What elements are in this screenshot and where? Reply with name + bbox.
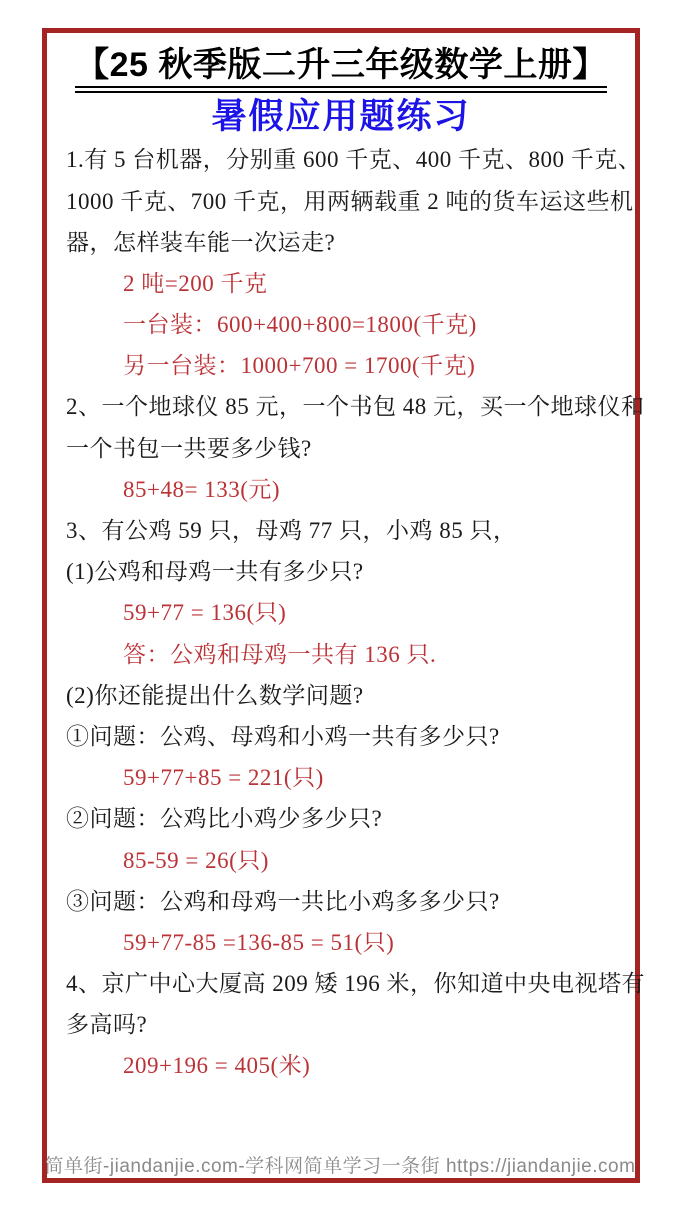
worksheet-page-frame xyxy=(42,28,645,1183)
question-line: (1)公鸡和母鸡一共有多少只? xyxy=(66,559,364,585)
question-line: 3、有公鸡 59 只，母鸡 77 只，小鸡 85 只， xyxy=(66,518,517,544)
answer-line: 59+77+85 = 221(只) xyxy=(123,765,324,791)
question-line: ③问题：公鸡和母鸡一共比小鸡多多少只? xyxy=(66,888,500,914)
question-line: 4、京广中心大厦高 209 矮 196 米，你知道中央电视塔有 xyxy=(66,971,645,997)
answer-line: 一台装：600+400+800=1800(千克) xyxy=(123,312,477,338)
answer-line: 答：公鸡和母鸡一共有 136 只. xyxy=(123,641,437,667)
answer-line: 另一台装：1000+700 = 1700(千克) xyxy=(123,353,476,379)
question-line: 1000 千克、700 千克，用两辆载重 2 吨的货车运这些机 xyxy=(66,188,634,214)
question-line: 器，怎样装车能一次运走? xyxy=(66,229,336,255)
answer-line: 59+77-85 =136-85 = 51(只) xyxy=(123,929,395,955)
question-line: ②问题：公鸡比小鸡少多少只? xyxy=(66,806,383,832)
header xyxy=(47,46,635,93)
answer-line: 85+48= 133(元) xyxy=(123,476,281,502)
footer-text: 简单街-jiandanjie.com-学科网简单学习一条街 https://jiandanjie.com xyxy=(44,1156,636,1177)
question-line: (2)你还能提出什么数学问题? xyxy=(66,682,364,708)
page-subtitle: 暑假应用题练习 xyxy=(211,97,471,137)
question-line: 一个书包一共要多少钱? xyxy=(66,435,312,461)
question-line: 1.有 5 台机器，分别重 600 千克、400 千克、800 千克、 xyxy=(66,147,642,173)
answer-line: 2 吨=200 千克 xyxy=(123,270,268,296)
footer-watermark xyxy=(0,1151,680,1178)
answer-line: 85-59 = 26(只) xyxy=(123,847,269,873)
worksheet-body xyxy=(47,139,645,1086)
question-line: 多高吗? xyxy=(66,1012,148,1038)
answer-line: 59+77 = 136(只) xyxy=(123,600,287,626)
page-title: 【25 秋季版二升三年级数学上册】 xyxy=(75,46,607,93)
question-line: ①问题：公鸡、母鸡和小鸡一共有多少只? xyxy=(66,723,500,749)
answer-line: 209+196 = 405(米) xyxy=(123,1053,311,1079)
question-line: 2、一个地球仪 85 元，一个书包 48 元，买一个地球仪和 xyxy=(66,394,645,420)
